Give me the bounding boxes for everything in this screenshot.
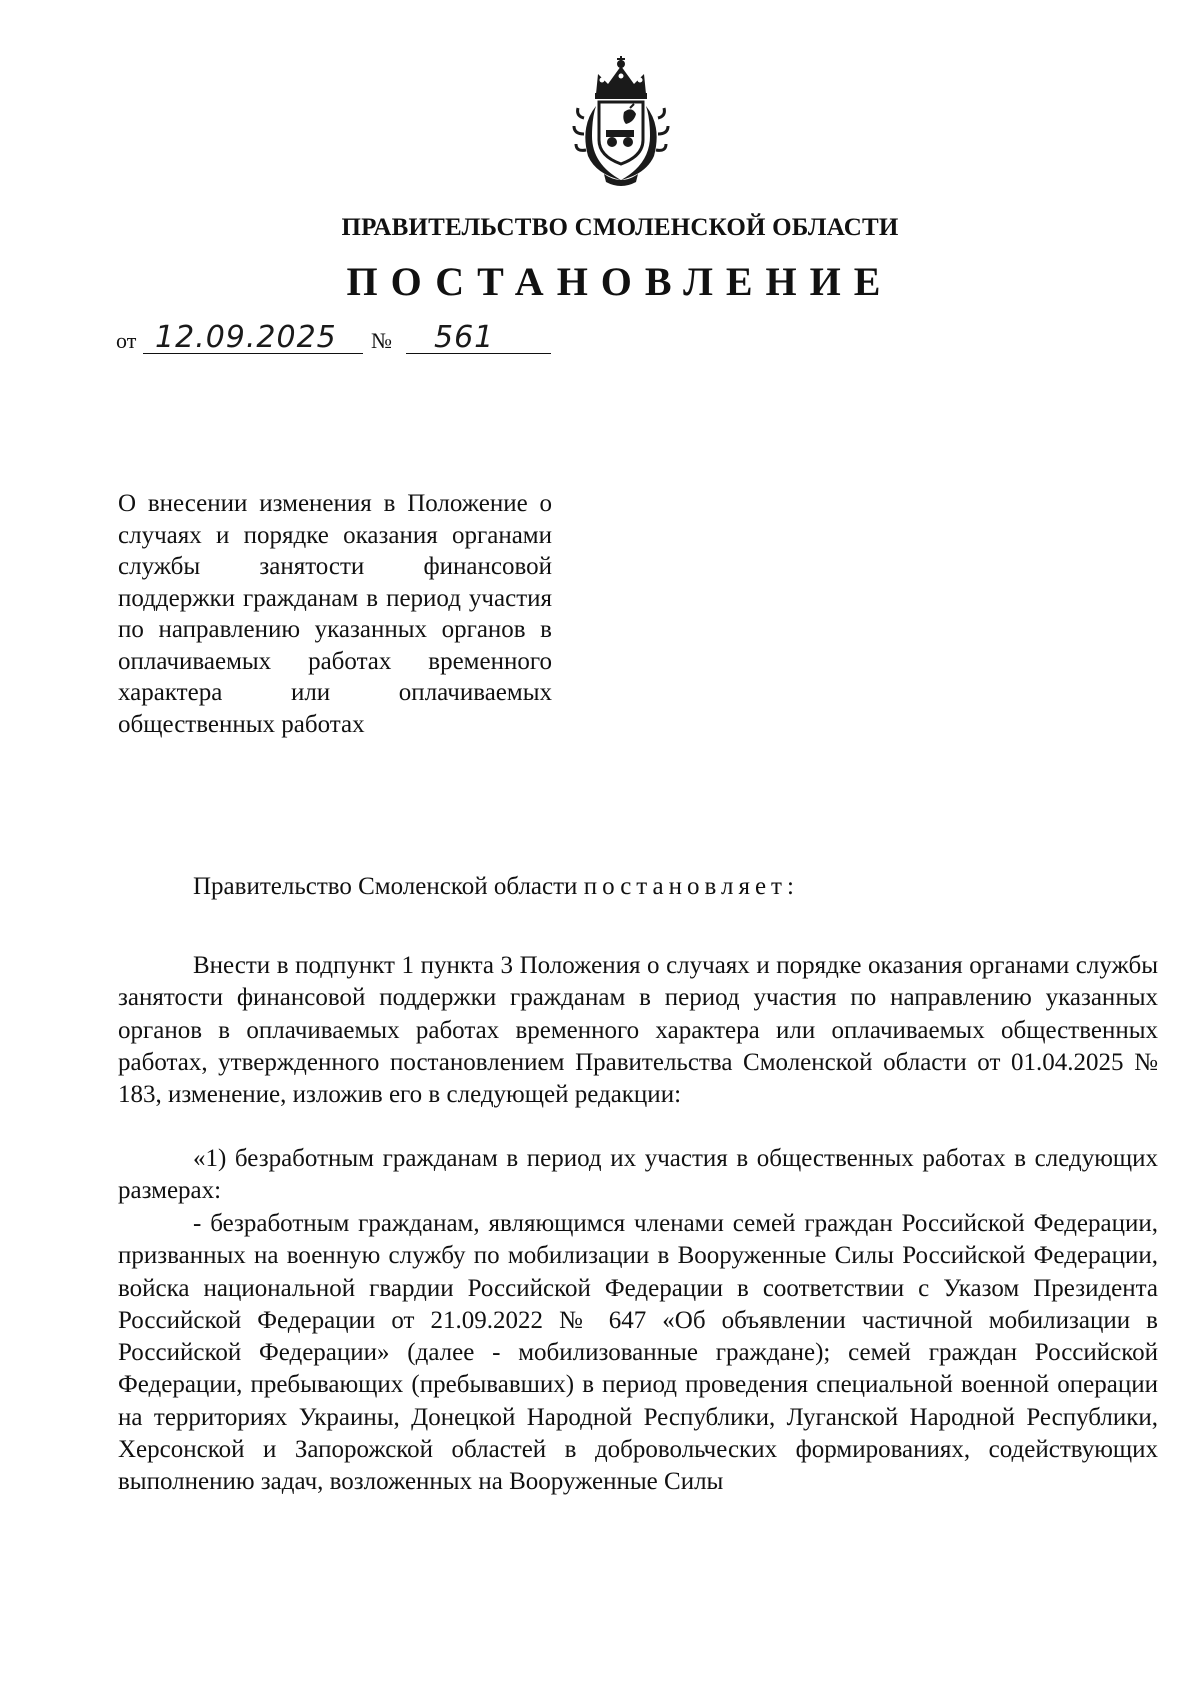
decree-lead: Правительство Смоленской области — [193, 873, 578, 900]
document-requisites — [116, 318, 576, 358]
coat-of-arms-icon — [566, 56, 676, 188]
date-prefix-label: от — [116, 328, 137, 353]
decree-verb: постановляет: — [583, 873, 799, 900]
number-prefix-label: № — [371, 328, 392, 353]
body-paragraph: - безработным гражданам, являющимся членами семей граждан Российской Федерации, призванных на военную службу по мобилизации в Вооруженные Силы Российской Федерации, войска национальной гвардии Российской Федерации в соответствии с Указом Президента Российской Федерации от 21.09.2022 № 647 «Об объявлении частичной мобилизации в Российской Федерации» (далее - мобилизованные граждане); семей граждан Российской Федерации, пребывающих (пребывавших) в период проведения специальной военной операции на территориях Украины, Донецкой Народной Республики, Луганской Народной Республики, Херсонской и Запорожской областей в добровольческих формированиях, содействующих выполнению задач, возложенных на Вооруженные Силы — [118, 1210, 1158, 1496]
body-paragraph: «1) безработным гражданам в период их участия в общественных работах в следующих размерах: — [118, 1145, 1158, 1205]
document-subject: О внесении изменения в Положение о случаях и порядке оказания органами службы занятости финансовой поддержки гражданам в период участия по направлению указанных органов в оплачиваемых работах временного характера или оплачиваемых общественных работах — [118, 490, 552, 738]
document-number: 561 — [406, 322, 551, 354]
document-type-heading: ПОСТАНОВЛЕНИЕ — [346, 259, 894, 304]
document-date: 12.09.2025 — [143, 322, 363, 354]
government-title: ПРАВИТЕЛЬСТВО СМОЛЕНСКОЙ ОБЛАСТИ — [341, 214, 899, 241]
decree-statement — [118, 871, 1158, 903]
body-paragraph: Внести в подпункт 1 пункта 3 Положения о случаях и порядке оказания органами службы занятости финансовой поддержки гражданам в период участия по направлению указанных органов в оплачиваемых работах временного характера или оплачиваемых общественных работах, утвержденного постановлением Правительства Смоленской области от 01.04.2025 № 183, изменение, изложив его в следующей редакции: — [118, 952, 1158, 1109]
